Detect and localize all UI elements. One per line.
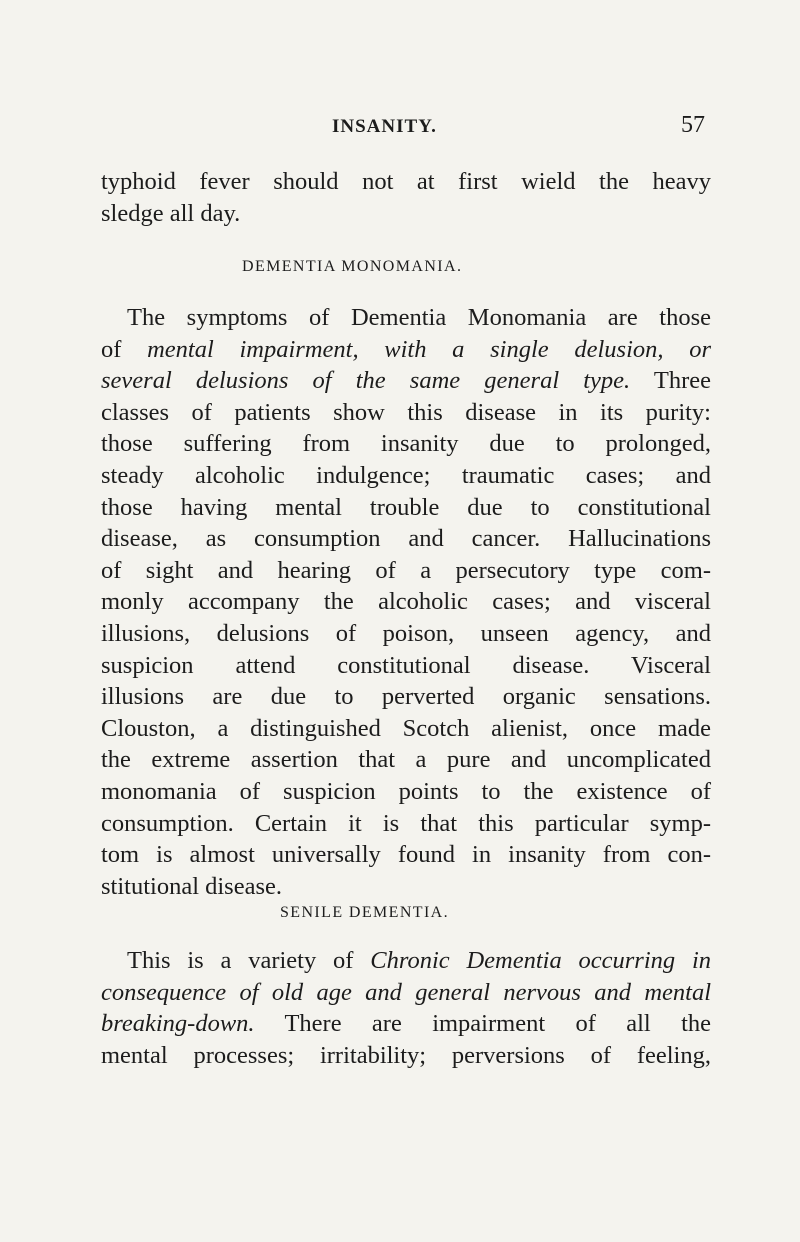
text-segment: This is a variety of xyxy=(127,947,371,974)
section-heading-dementia-monomania: DEMENTIA MONOMANIA. xyxy=(242,258,463,275)
italic-text: breaking-down. xyxy=(101,1010,255,1038)
text-segment: of xyxy=(101,335,148,363)
italic-text: several delusions of the same general type. xyxy=(101,367,631,395)
text-line: tom is almost universally found in insanity from con- xyxy=(101,841,711,869)
text-line: illusions are due to perverted organic sensations. xyxy=(101,683,711,711)
text-line: stitutional disease. xyxy=(101,872,282,900)
text-line: illusions, delusions of poison, unseen agency, and xyxy=(101,619,711,647)
text-line xyxy=(101,945,711,977)
text-line: typhoid fever should not at first wield the heavy xyxy=(101,168,711,195)
text-line: those suffering from insanity due to prolonged, xyxy=(101,430,711,458)
section-heading-senile-dementia: SENILE DEMENTIA. xyxy=(280,904,450,921)
text-segment: Three xyxy=(630,367,711,395)
text-line: monomania of suspicion points to the existence of xyxy=(101,777,711,805)
text-line: those having mental trouble due to constitutional xyxy=(101,493,711,521)
text-line: monly accompany the alcoholic cases; and visceral xyxy=(101,588,711,616)
text-line: the extreme assertion that a pure and uncomplicated xyxy=(101,746,711,774)
italic-text: Chronic Dementia occurring in xyxy=(370,947,712,974)
senile-dementia-paragraph xyxy=(101,945,711,1071)
text-line: Clouston, a distinguished Scotch alienist, once made xyxy=(101,714,711,742)
italic-text: mental impairment, with a single delusion, or xyxy=(147,335,711,363)
text-line xyxy=(101,365,711,397)
text-line: sledge all day. xyxy=(101,199,241,227)
running-title: INSANITY. xyxy=(332,116,437,137)
dementia-monomania-paragraph xyxy=(101,302,711,902)
text-line: steady alcoholic indulgence; traumatic cases; and xyxy=(101,461,711,489)
text-line: disease, as consumption and cancer. Hallucinations xyxy=(101,525,711,553)
text-line xyxy=(101,334,711,366)
text-line xyxy=(101,977,711,1009)
text-line: mental processes; irritability; perversions of feeling, xyxy=(101,1041,711,1069)
text-line xyxy=(101,1008,711,1040)
text-line: suspicion attend constitutional disease. Visceral xyxy=(101,651,711,679)
text-segment: There are impairment of all the xyxy=(254,1010,711,1038)
text-line: The symptoms of Dementia Monomania are those xyxy=(127,304,711,331)
page-number: 57 xyxy=(681,112,705,138)
text-line: classes of patients show this disease in its purity: xyxy=(101,398,711,426)
italic-text: consequence of old age and general nervous and mental xyxy=(101,978,711,1006)
text-line: consumption. Certain it is that this particular symp- xyxy=(101,809,711,837)
intro-paragraph xyxy=(101,166,711,229)
text-line: of sight and hearing of a persecutory type com- xyxy=(101,556,711,584)
